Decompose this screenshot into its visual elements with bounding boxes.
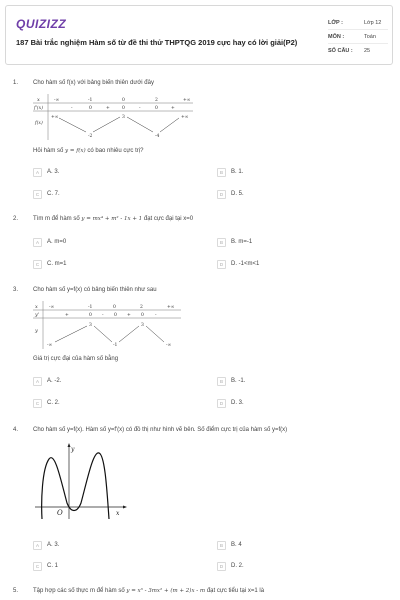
- row-label-x: x: [37, 97, 40, 103]
- option-text: C. m=1: [47, 261, 67, 267]
- sign: -: [139, 106, 141, 111]
- option-c[interactable]: [33, 398, 60, 408]
- f-value: -∞: [166, 343, 172, 348]
- question-text: Tìm m để hàm số y = mx⁴ + m² - 1x + 1 đạt cực đại tại x=0: [33, 216, 194, 222]
- question-number: 1.: [13, 80, 19, 86]
- question-number: 4.: [13, 427, 19, 433]
- option-c[interactable]: [33, 561, 58, 571]
- x-value: -1: [88, 98, 93, 103]
- x-value: -1: [88, 305, 93, 310]
- row-label-x: x: [35, 304, 38, 310]
- option-text: C. 7.: [47, 191, 60, 197]
- option-c[interactable]: [33, 189, 60, 199]
- sign: +: [65, 313, 69, 318]
- f-value: -4: [155, 134, 160, 139]
- option-b[interactable]: [217, 237, 252, 247]
- option-letter-box: B: [217, 377, 226, 386]
- sign: 0: [89, 106, 92, 111]
- option-letter-box: D: [217, 190, 226, 199]
- f-value: -2: [88, 134, 93, 139]
- f-value: 3: [89, 323, 92, 328]
- option-d[interactable]: [217, 398, 244, 408]
- option-text: D. 3.: [231, 400, 244, 406]
- option-a[interactable]: [33, 237, 66, 247]
- sign: -: [71, 106, 73, 111]
- option-letter-box: B: [217, 541, 226, 550]
- option-text: B. -1.: [231, 378, 246, 384]
- worksheet-header: [5, 5, 393, 65]
- quizizz-logo: QUIZIZZ: [16, 17, 67, 31]
- x-value: 0: [122, 98, 125, 103]
- option-letter-box: C: [33, 562, 42, 571]
- worksheet-title: 187 Bài trắc nghiệm Hàm số từ đề thi thử THPTQG 2019 cực hay có lời giải(P2): [16, 38, 298, 47]
- option-a[interactable]: [33, 167, 59, 177]
- f-value: 3: [122, 115, 125, 120]
- question-number: 2.: [13, 216, 19, 222]
- option-letter-box: A: [33, 168, 42, 177]
- option-text: A. 3.: [47, 169, 60, 175]
- option-letter-box: B: [217, 238, 226, 247]
- meta-subject: MÔN : Toán: [328, 30, 388, 44]
- sign: 0: [141, 313, 144, 318]
- question-number: 3.: [13, 287, 19, 293]
- worksheet-meta: [328, 16, 388, 57]
- f-value: -1: [113, 343, 118, 348]
- row-label-derivative: f'(x): [34, 106, 43, 111]
- origin-label: O: [57, 509, 63, 517]
- option-letter-box: C: [33, 399, 42, 408]
- x-value: 2: [155, 98, 158, 103]
- option-letter-box: D: [217, 399, 226, 408]
- meta-count: SỐ CÂU : 25: [328, 47, 371, 54]
- question-text: Tập hợp các số thực m để hàm số y = x³ - 3mx² + (m + 2)x - m đạt cực tiểu tại x=1 là: [33, 588, 265, 594]
- option-b[interactable]: [217, 376, 245, 386]
- y-axis-label: y: [71, 446, 75, 453]
- option-d[interactable]: [217, 259, 259, 269]
- option-letter-box: D: [217, 562, 226, 571]
- variation-table-1: [33, 94, 193, 140]
- row-label-derivative: y': [35, 312, 40, 318]
- x-value: +∞: [183, 98, 191, 103]
- option-text: D. 5.: [231, 191, 244, 197]
- option-text: B. 1.: [231, 169, 244, 175]
- sign: -: [102, 313, 104, 318]
- x-value: 2: [140, 305, 143, 310]
- sign: +: [127, 313, 131, 318]
- option-text: D. -1<m<1: [231, 261, 260, 267]
- sign: 0: [114, 313, 117, 318]
- option-text: A. -2.: [47, 378, 62, 384]
- sign: -: [155, 313, 157, 318]
- row-label-function: f(x): [35, 121, 43, 126]
- option-c[interactable]: [33, 259, 67, 269]
- option-text: C. 2.: [47, 400, 60, 406]
- option-text: D. 2.: [231, 563, 244, 569]
- question-text: Cho hàm số f(x) với bảng biến thiên dưới đây: [33, 80, 154, 86]
- option-a[interactable]: [33, 540, 59, 550]
- sign: 0: [122, 106, 125, 111]
- question-text: Cho hàm số y=f(x). Hàm số y=f'(x) có đồ thị như hình vẽ bên. Số điểm cực trị của hàm số y=f(x): [33, 427, 288, 433]
- sign: +: [171, 106, 175, 111]
- option-letter-box: C: [33, 190, 42, 199]
- sign: +: [106, 106, 110, 111]
- option-text: A. 3.: [47, 542, 60, 548]
- option-letter-box: B: [217, 168, 226, 177]
- f-value: +∞: [51, 115, 59, 120]
- question-text: Cho hàm số y=f(x) có bảng biến thiên như sau: [33, 287, 157, 293]
- option-d[interactable]: [217, 561, 244, 571]
- option-a[interactable]: [33, 376, 61, 386]
- option-letter-box: A: [33, 238, 42, 247]
- option-text: B. 4: [231, 542, 242, 548]
- question-sub-text: Giá trị cực đại của hàm số bằng: [33, 356, 119, 362]
- x-axis-label: x: [116, 510, 120, 517]
- option-text: C. 1: [47, 563, 59, 569]
- option-b[interactable]: [217, 167, 243, 177]
- sign: 0: [155, 106, 158, 111]
- f-value: 3: [141, 323, 144, 328]
- f-value: +∞: [181, 115, 189, 120]
- f-value: -∞: [47, 343, 53, 348]
- question-sub-text: Hỏi hàm số y = f(x) có bao nhiêu cực trị?: [33, 148, 144, 154]
- x-value: +∞: [167, 305, 175, 310]
- meta-class: LỚP : Lớp 12: [328, 16, 388, 30]
- derivative-graph: [33, 441, 128, 523]
- variation-table-3: [33, 301, 181, 349]
- x-value: -∞: [54, 98, 60, 103]
- x-value: -∞: [49, 305, 55, 310]
- option-d[interactable]: [217, 189, 244, 199]
- option-letter-box: A: [33, 377, 42, 386]
- sign: 0: [89, 313, 92, 318]
- option-letter-box: C: [33, 260, 42, 269]
- option-letter-box: A: [33, 541, 42, 550]
- x-value: 0: [113, 305, 116, 310]
- option-text: B. m=-1: [231, 239, 253, 245]
- option-text: A. m=0: [47, 239, 67, 245]
- question-number: 5.: [13, 588, 19, 594]
- option-b[interactable]: [217, 540, 242, 550]
- row-label-function: y: [35, 328, 38, 334]
- option-letter-box: D: [217, 260, 226, 269]
